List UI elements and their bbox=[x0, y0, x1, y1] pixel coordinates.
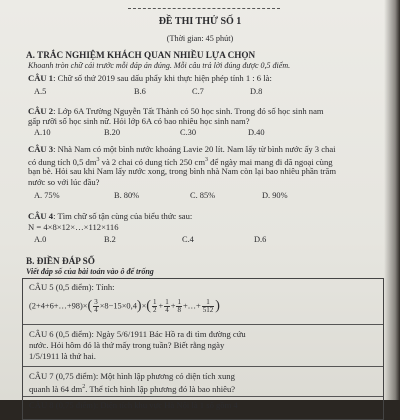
q5-fraction-4: $\frac{1}{8}$ bbox=[177, 298, 181, 314]
q3-line2c: để ngày mai mang đi dã ngoại cùng bbox=[208, 156, 333, 167]
q3-sup-2: 3 bbox=[205, 157, 208, 163]
q5-expr-part-a: (2+4+6+…+98)× bbox=[29, 301, 88, 311]
question-4 bbox=[28, 211, 192, 221]
top-dashed-line bbox=[128, 8, 280, 9]
q8-line1: (0,75 điểm): Diện tích khu vực Hà Nội là 1 số gồm 4 bbox=[53, 400, 238, 410]
question-8 bbox=[29, 400, 238, 410]
section-b-instruction: Viết đáp số của bài toán vào ô để trống bbox=[26, 267, 154, 276]
q4-number: CÂU 4 bbox=[28, 211, 54, 221]
question-7 bbox=[29, 371, 235, 381]
q3-option-c: C. 85% bbox=[190, 191, 216, 200]
q3-line4: nước so với lúc đầu? bbox=[28, 177, 100, 187]
page-edge-shadow bbox=[384, 0, 400, 400]
q7-line2: quanh là 64 $dm^2$. Thể tích hình lập phương đó là bao nhiêu? bbox=[29, 383, 236, 394]
q6-line1: (0,5 điểm): Ngày 5/6/1911 Bác Hồ ra đi tìm đường cứu bbox=[53, 329, 246, 339]
q4-option-c: C.4 bbox=[182, 235, 194, 244]
question-1 bbox=[28, 73, 272, 83]
q3-number: CÂU 3 bbox=[28, 144, 54, 154]
q5-expr-part-b: ×8−15×0,4 bbox=[99, 301, 137, 311]
question-6 bbox=[29, 329, 246, 339]
q3-option-a: A. 75% bbox=[34, 191, 60, 200]
q5-expr-part-c: × bbox=[141, 301, 147, 311]
q7-line1: (0,75 điểm): Một hình lập phương có diện tích xung bbox=[53, 371, 235, 381]
q5-fraction-3: $\frac{1}{4}$ bbox=[165, 298, 169, 314]
q6-label: CÂU 6 bbox=[29, 329, 54, 339]
q3-option-b: B. 80% bbox=[114, 191, 140, 200]
row-divider bbox=[23, 396, 383, 397]
q4-text: : Tìm chữ số tận cùng của biểu thức sau: bbox=[53, 211, 193, 221]
row-divider bbox=[23, 366, 383, 367]
q1-option-b: B.6 bbox=[134, 87, 146, 96]
q2-line2: gấp rưỡi số học sinh nữ. Hỏi lớp 6A có bao nhiêu học sinh nam? bbox=[28, 116, 250, 126]
q5-expression: (2+4+6+…+98)×( $\frac{3}{4}$ ×8−15×0,4)×( $\frac{1}{2}$ + $\frac{1}{4}$ + $\frac{1}{8}$ +…+ $\frac{1}{512}$ ) bbox=[29, 298, 220, 314]
q7-label: CÂU 7 bbox=[29, 371, 54, 381]
exam-title: ĐỀ THI THỬ SỐ 1 bbox=[158, 16, 242, 27]
q1-option-a: A.5 bbox=[34, 87, 47, 96]
q2-number: CÂU 2 bbox=[28, 106, 54, 116]
q4-option-b: B.2 bbox=[104, 235, 116, 244]
q3-option-d: D. 90% bbox=[262, 191, 288, 200]
question-3 bbox=[28, 144, 336, 154]
q5-label: CÂU 5 (0,5 điểm) bbox=[29, 282, 92, 292]
q2-option-d: D.40 bbox=[248, 128, 265, 137]
q6-line2: nước. Hỏi hôm đó là thứ mấy trong tuần? Biết rằng ngày bbox=[29, 340, 225, 350]
q5-fraction-1: $\frac{3}{4}$ bbox=[94, 298, 98, 314]
q8-label: CÂU 8 bbox=[29, 400, 54, 410]
section-b-heading: B. ĐIỀN ĐÁP SỐ bbox=[26, 256, 95, 266]
exam-time: (Thời gian: 45 phút) bbox=[166, 34, 234, 43]
section-a-heading: A. TRẮC NGHIỆM KHÁCH QUAN NHIỀU LỰA CHỌN bbox=[26, 50, 256, 60]
question-5 bbox=[29, 282, 115, 292]
section-a-instruction: Khoanh tròn chữ cái trước mỗi đáp án đúng. Mỗi câu trả lời đúng được 0,5 điểm. bbox=[28, 61, 291, 70]
answer-table bbox=[22, 278, 384, 420]
q3-line2a: có dung tích 0,5 dm bbox=[28, 156, 97, 167]
q1-option-c: C.7 bbox=[192, 87, 204, 96]
q1-option-d: D.8 bbox=[250, 87, 263, 96]
q2-option-a: A.10 bbox=[34, 128, 51, 137]
q4-expression: N = 4×8×12×…×112×116 bbox=[28, 222, 119, 232]
q2-line1: : Lớp 6A Trường Nguyễn Tất Thành có 50 học sinh. Trong đó số học sinh nam bbox=[53, 106, 324, 116]
q2-option-c: C.30 bbox=[180, 128, 197, 137]
q3-line1: : Nhà Nam có một bình nước khoáng Lavie 20 lít. Nam lấy từ bình nước ấy 3 chai bbox=[53, 144, 336, 154]
q4-option-d: D.6 bbox=[254, 235, 267, 244]
question-2 bbox=[28, 106, 324, 116]
q3-sup-1: 3 bbox=[96, 157, 100, 163]
q5-text: : Tính: bbox=[91, 282, 115, 292]
q5-fraction-5: $\frac{1}{512}$ bbox=[202, 298, 214, 314]
q6-line3: 1/5/1911 là thứ hai. bbox=[29, 351, 96, 361]
row-divider bbox=[23, 324, 383, 325]
q4-option-a: A.0 bbox=[34, 235, 47, 244]
q3-line2b: và 2 chai có dung tích 250 cm bbox=[99, 156, 205, 167]
q1-text: : Chữ số thứ 2019 sau dấu phẩy khi thực hiện phép tính 1 : 6 là: bbox=[53, 73, 272, 83]
q5-fraction-2: $\frac{1}{2}$ bbox=[152, 298, 157, 314]
q1-number: CÂU 1 bbox=[28, 73, 54, 83]
q3-line3: bạn bè. Hỏi sau khi Nam lấy nước xong, trong bình nhà Nam còn lại bao nhiêu phần trăm bbox=[28, 166, 337, 176]
q2-option-b: B.20 bbox=[104, 128, 121, 137]
